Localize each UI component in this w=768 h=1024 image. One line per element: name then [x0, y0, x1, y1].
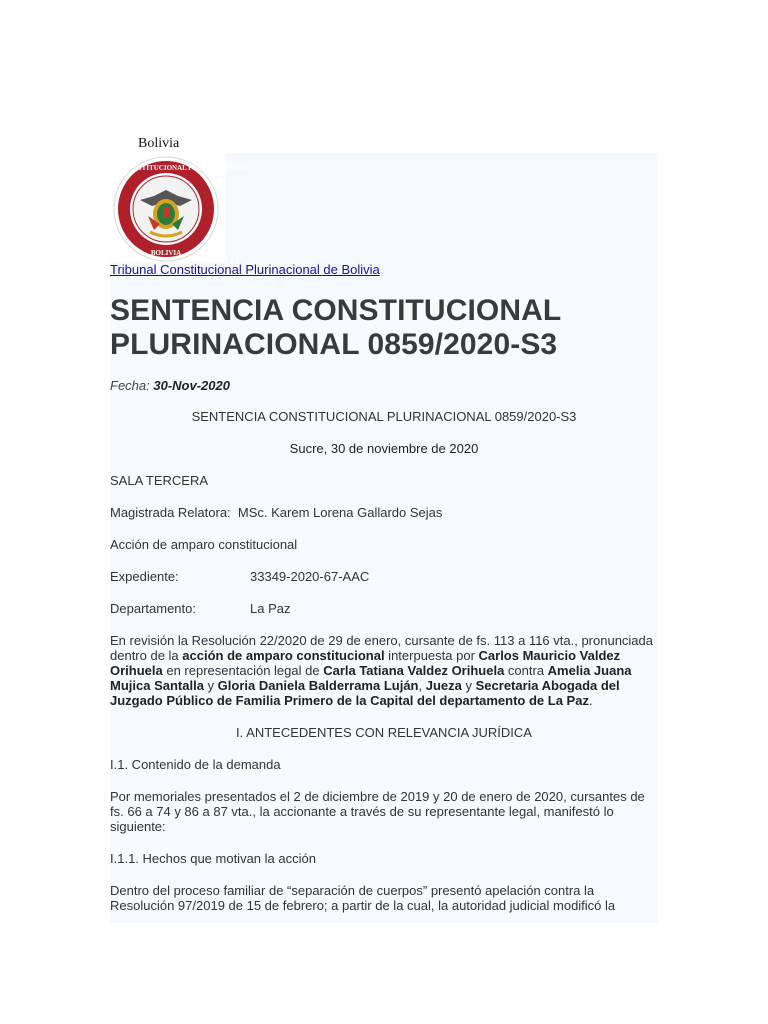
date-value: 30-Nov-2020 [153, 378, 230, 393]
document-content [110, 262, 658, 913]
departamento-label: Departamento: [110, 601, 196, 616]
sala-text: SALA TERCERA [110, 473, 209, 488]
tribunal-link[interactable]: Tribunal Constitucional Plurinacional de Bolivia [110, 262, 380, 277]
tribunal-seal-logo [83, 156, 249, 262]
departamento-line [110, 601, 658, 616]
intro-bold-2: Carlos Mauricio Valdez Orihuela [110, 648, 621, 678]
intro-text-2: interpuesta por [384, 648, 479, 663]
intro-text-6: , [418, 678, 426, 693]
section-1-1-1-text: Dentro del proceso familiar de “separación de cuerpos” presentó apelación contra la Resolución 97/2019 de 15 de febrero; a partir de la cual, la autoridad judicial modificó la [110, 883, 616, 913]
section-1-1-title: I.1. Contenido de la demanda [110, 757, 281, 772]
place-date [110, 441, 658, 456]
intro-bold-7: Secretaria Abogada del Juzgado Público de Familia Primero de la Capital del departamento de La Paz [110, 678, 620, 708]
seal-top-text: TRIBUNAL CONSTITUCIONAL PLURINACIONAL [83, 164, 249, 172]
intro-bold-6: Jueza [425, 678, 462, 693]
intro-bold-3: Carla Tatiana Valdez Orihuela [323, 663, 505, 678]
accion-line: Acción de amparo constitucional [110, 537, 298, 552]
sentence-heading: SENTENCIA CONSTITUCIONAL PLURINACIONAL 0859/2020-S3 [191, 409, 577, 424]
section-1-1-1-title: I.1.1. Hechos que motivan la acción [110, 851, 316, 866]
intro-bold-5: Gloria Daniela Balderrama Luján [217, 678, 419, 693]
section-1-1-text: Por memoriales presentados el 2 de diciembre de 2019 y 20 de enero de 2020, cursantes de fs. 66 a 74 y 86 a 87 vta., la accionante a través de su representante legal, manifestó lo siguiente: [110, 789, 645, 834]
magistrada-line [110, 505, 658, 520]
intro-bold-1: acción de amparo constitucional [182, 648, 385, 663]
expediente-line [110, 569, 658, 584]
sala-line [110, 473, 658, 488]
logo-block [83, 136, 249, 262]
date-line [110, 378, 658, 393]
logo-caption: Bolivia [138, 136, 180, 151]
intro-paragraph [110, 633, 658, 708]
intro-text-1: En revisión la Resolución 22/2020 de 29 de enero, cursante de fs. 113 a 116 vta., pronunciada dentro de la [110, 633, 653, 663]
intro-text-4: contra [504, 663, 548, 678]
section-1-title: I. ANTECEDENTES CON RELEVANCIA JURÍDICA [236, 725, 532, 740]
intro-bold-4: Amelia Juana Mujica Santalla [110, 663, 632, 693]
date-label: Fecha: [110, 378, 150, 393]
magistrada-label: Magistrada Relatora: [110, 505, 231, 520]
departamento-value: La Paz [250, 601, 291, 616]
seal-bottom-text: BOLIVIA [150, 249, 182, 257]
page-title: SENTENCIA CONSTITUCIONAL PLURINACIONAL 0859/2020-S3 [110, 294, 561, 361]
expediente-label: Expediente: [110, 569, 179, 584]
expediente-value: 33349-2020-67-AAC [250, 569, 370, 584]
intro-text-8: . [588, 693, 593, 708]
intro-text-5: y [203, 678, 218, 693]
place-date-text: Sucre, 30 de noviembre de 2020 [289, 441, 479, 456]
magistrada-value: MSc. Karem Lorena Gallardo Sejas [237, 505, 443, 520]
intro-text-7: y [461, 678, 476, 693]
intro-text-3: en representación legal de [162, 663, 324, 678]
